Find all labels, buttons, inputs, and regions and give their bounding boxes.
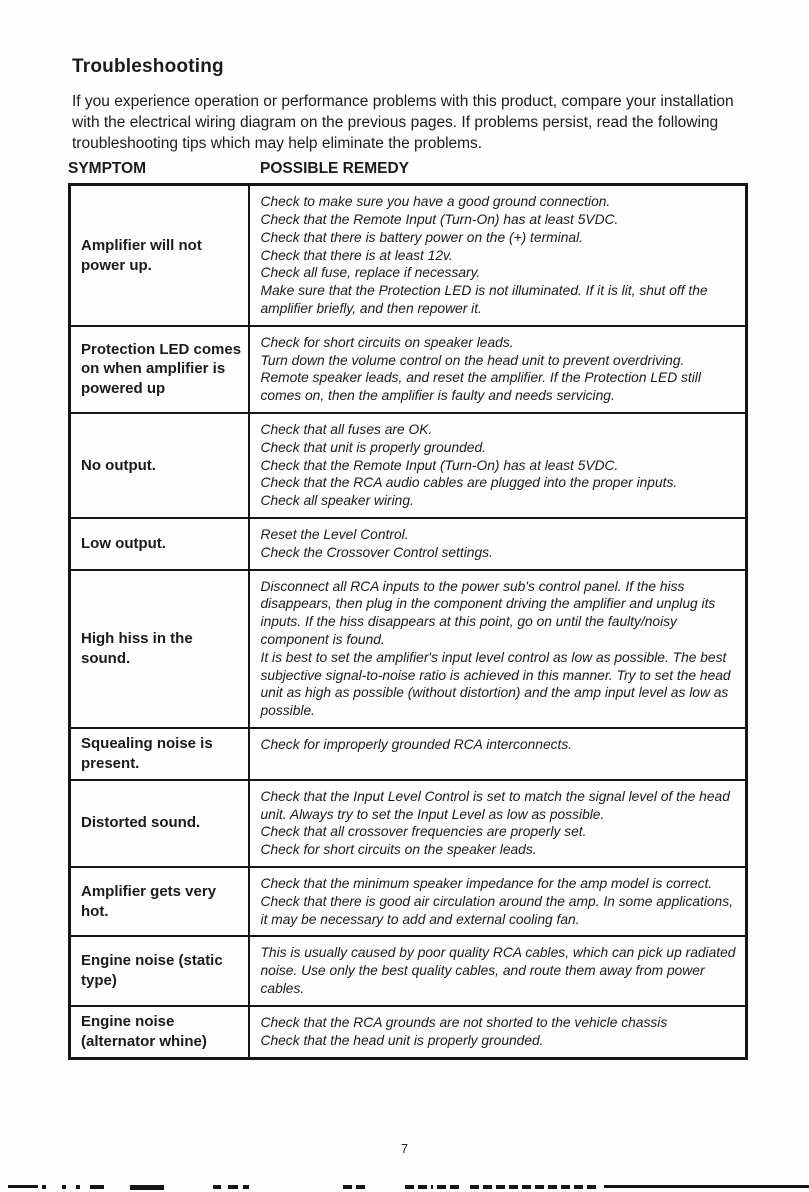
remedy-line: Check for short circuits on the speaker leads. — [260, 842, 537, 858]
table-row — [70, 185, 747, 326]
remedy-line: Check for improperly grounded RCA interconnects. — [260, 736, 573, 752]
remedy-line: Check all fuse, replace if necessary. — [260, 265, 481, 281]
remedy-cell — [249, 780, 747, 867]
remedy-line: Make sure that the Protection LED is not illuminated. If it is lit, shut off the amplifier briefly, and then repower it. — [260, 283, 708, 317]
remedy-line: Check to make sure you have a good ground connection. — [260, 194, 611, 210]
page-content — [68, 56, 750, 1060]
remedy-cell — [249, 728, 747, 780]
remedy-cell — [249, 413, 747, 518]
remedy-line: Check that the Remote Input (Turn-On) has at least 5VDC. — [260, 457, 619, 473]
remedy-line: Remote speaker leads, and reset the amplifier. If the Protection LED still comes on, then the amplifier is faulty and needs servicing. — [260, 370, 701, 404]
remedy-line: Reset the Level Control. — [260, 526, 409, 542]
intro-paragraph: If you experience operation or performance problems with this product, compare your installation with the electrical wiring diagram on the previous pages. If problems persist, read the following troubleshooting tips which may help eliminate the problems. — [72, 93, 734, 153]
table-row — [70, 413, 747, 518]
remedy-cell — [249, 867, 747, 936]
remedy-line: Disconnect all RCA inputs to the power sub's control panel. If the hiss disappears, then plug in the component driving the amplifier and unplug its inputs. If the hiss disappears at this point, go on until the faulty/noisy component is found. — [260, 578, 716, 647]
remedy-line: Check that unit is properly grounded. — [260, 439, 486, 455]
table-row — [70, 780, 747, 867]
symptom-cell: Amplifier gets very hot. — [70, 867, 249, 936]
table-column-headers — [68, 160, 750, 182]
scan-artifact-strip — [0, 1184, 809, 1190]
remedy-line: Check that there is at least 12v. — [260, 247, 453, 263]
remedy-cell — [249, 936, 747, 1005]
symptom-column-header: SYMPTOM — [68, 160, 147, 178]
symptom-cell: No output. — [70, 413, 249, 518]
table-row — [70, 867, 747, 936]
remedy-line: Check that the minimum speaker impedance for the amp model is correct. — [260, 876, 713, 892]
remedy-line: This is usually caused by poor quality RCA cables, which can pick up radiated noise. Use only the best quality cables, and route them away from power cables. — [260, 945, 736, 996]
table-row — [70, 936, 747, 1005]
table-row — [70, 326, 747, 413]
remedy-line: Check that there is battery power on the (+) terminal. — [260, 229, 583, 245]
troubleshooting-table-body — [70, 185, 747, 1058]
symptom-cell: Squealing noise is present. — [70, 728, 249, 780]
remedy-line: Check that the RCA audio cables are plugged into the proper inputs. — [260, 475, 678, 491]
remedy-line: Turn down the volume control on the head unit to prevent overdriving. — [260, 352, 685, 368]
troubleshooting-table — [68, 183, 748, 1059]
symptom-cell: High hiss in the sound. — [70, 570, 249, 728]
remedy-line: Check that the RCA grounds are not shorted to the vehicle chassis — [260, 1014, 668, 1030]
symptom-cell: Low output. — [70, 518, 249, 570]
remedy-line: Check the Crossover Control settings. — [260, 544, 493, 560]
table-row — [70, 570, 747, 728]
symptom-cell: Distorted sound. — [70, 780, 249, 867]
remedy-line: Check that the Remote Input (Turn-On) has at least 5VDC. — [260, 212, 619, 228]
symptom-cell: Protection LED comes on when amplifier is powered up — [70, 326, 249, 413]
remedy-line: It is best to set the amplifier's input level control as low as possible. The best subjective signal-to-noise ratio is achieved in this manner. Try to set the head unit as high as possible (without distortion) and the amp input level as low as possible. — [260, 649, 731, 719]
remedy-line: Check that there is good air circulation around the amp. In some applications, it may be necessary to add and external cooling fan. — [260, 893, 733, 927]
remedy-cell — [249, 326, 747, 413]
remedy-cell — [249, 185, 747, 326]
symptom-cell: Engine noise (static type) — [70, 936, 249, 1005]
remedy-cell — [249, 1006, 747, 1058]
page-title: Troubleshooting — [72, 56, 224, 77]
remedy-line: Check that the Input Level Control is set to match the signal level of the head unit. Always try to set the Input Level as low as possible. — [260, 788, 730, 822]
remedy-line: Check for short circuits on speaker leads. — [260, 334, 514, 350]
table-row — [70, 518, 747, 570]
remedy-line: Check that all crossover frequencies are properly set. — [260, 824, 587, 840]
table-row — [70, 728, 747, 780]
remedy-column-header: POSSIBLE REMEDY — [260, 160, 409, 178]
remedy-line: Check that the head unit is properly grounded. — [260, 1032, 544, 1048]
page-number: 7 — [400, 1141, 409, 1156]
symptom-cell: Amplifier will not power up. — [70, 185, 249, 326]
remedy-cell — [249, 518, 747, 570]
remedy-cell — [249, 570, 747, 728]
remedy-line: Check all speaker wiring. — [260, 493, 414, 509]
symptom-cell: Engine noise (alternator whine) — [70, 1006, 249, 1058]
remedy-line: Check that all fuses are OK. — [260, 422, 433, 437]
table-row — [70, 1006, 747, 1058]
